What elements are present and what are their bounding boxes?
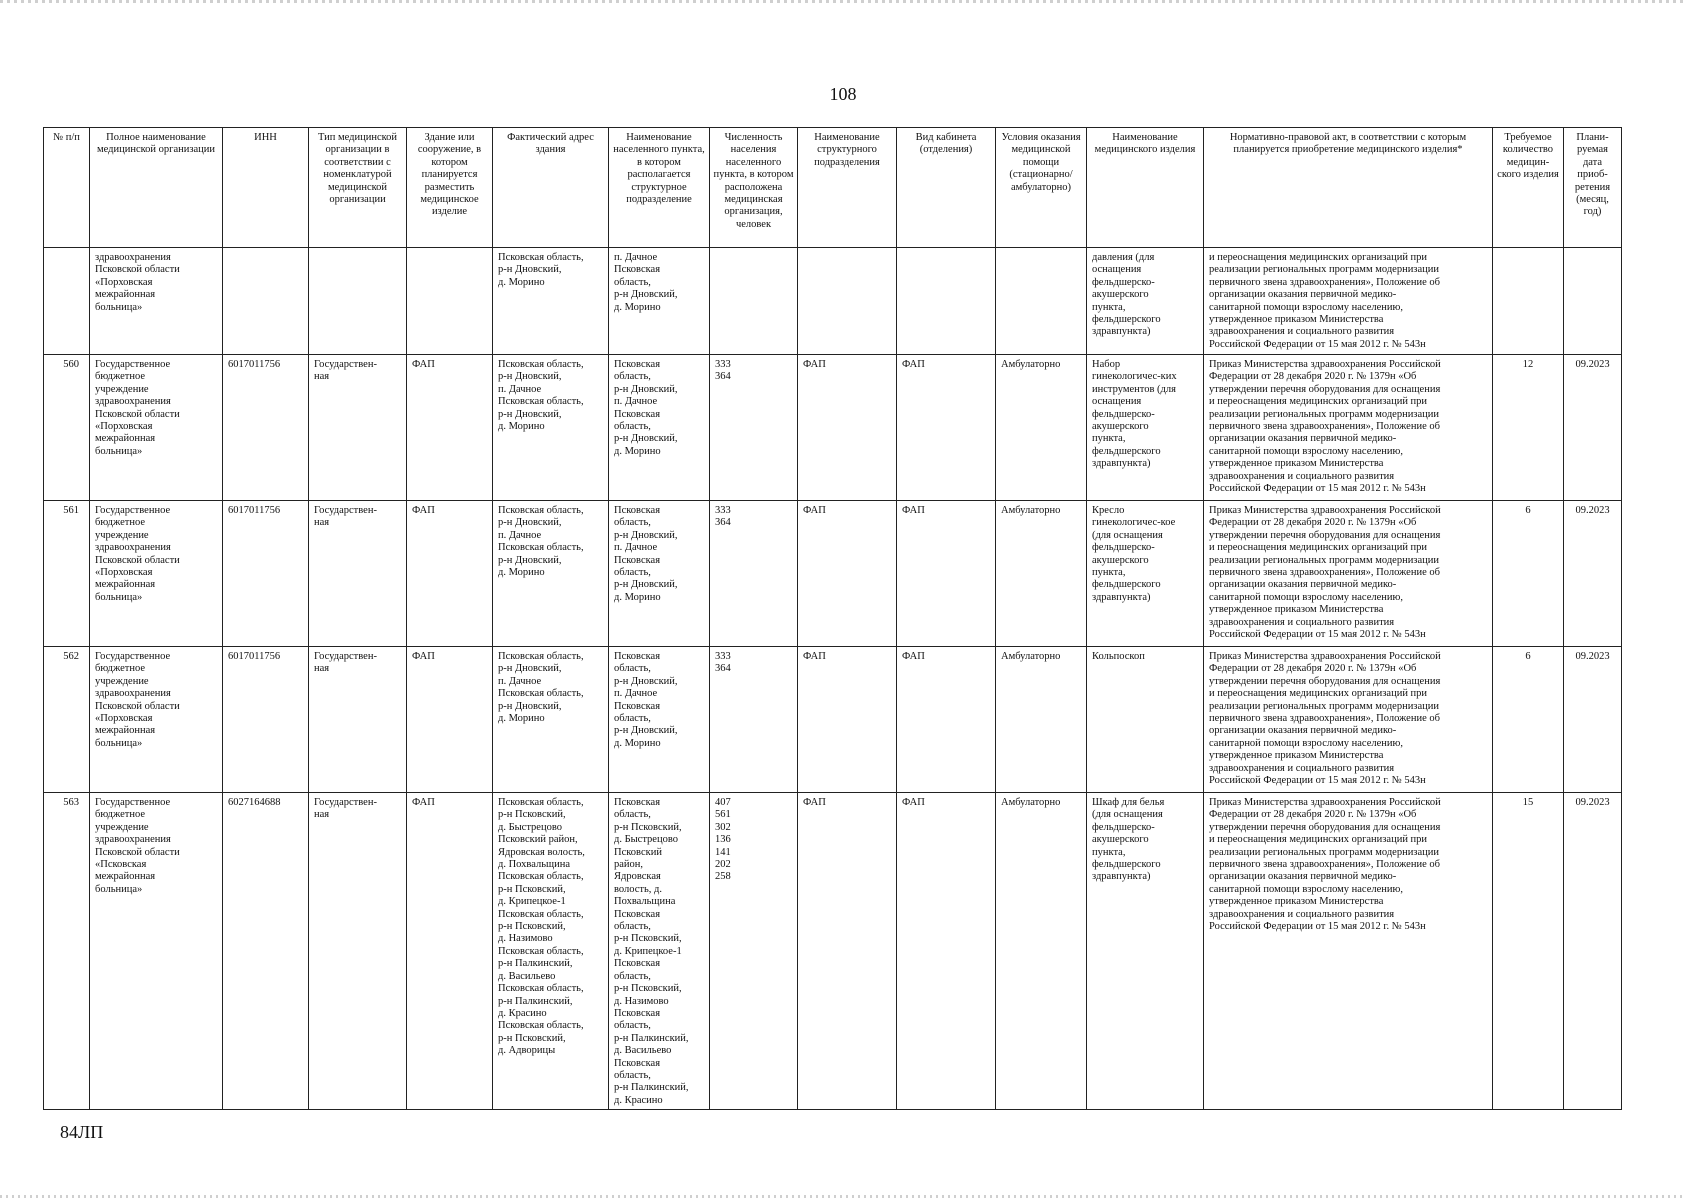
- cell-date: 09.2023: [1564, 355, 1622, 501]
- cell-unit: [798, 248, 897, 355]
- cell-address: Псковская область, р-н Дновский, п. Дачное Псковская область, р-н Дновский, д. Морино: [493, 501, 609, 647]
- col-header-population: Численность населения населенного пункта, в котором расположена медицинская организация, человек: [710, 128, 798, 248]
- cell-num: 563: [44, 793, 90, 1110]
- cell-building: ФАП: [407, 355, 493, 501]
- cell-conditions: [996, 248, 1087, 355]
- col-header-type: Тип медицинской организации в соответствии с номенклатурой медицинской организации: [309, 128, 407, 248]
- page-number: 108: [829, 84, 857, 104]
- cell-conditions: Амбулаторно: [996, 793, 1087, 1110]
- cell-quantity: 6: [1493, 501, 1564, 647]
- cell-org: Государственное бюджетное учреждение здравоохранения Псковской области «Порховская межрайонная больница»: [90, 501, 223, 647]
- header-row: [44, 128, 1622, 248]
- cell-act: Приказ Министерства здравоохранения Российской Федерации от 28 декабря 2020 г. № 1379н «Об утверждении перечня оборудования для оснащения и переоснащения медицинских организаций при реализации региональных программ модернизации первичного звена здравоохранения», Положение об организации оказания первичной медико- санитарной помощи взрослому населению, утвержденное приказом Министерства здравоохранения и социального развития Российской Федерации от 15 мая 2012 г. № 543н: [1204, 647, 1493, 793]
- col-header-num: № п/п: [44, 128, 90, 248]
- cell-population: 333 364: [710, 501, 798, 647]
- cell-inn: 6017011756: [223, 501, 309, 647]
- col-header-cabinet: Вид кабинета (отделения): [897, 128, 996, 248]
- footer-code: 84ЛП: [60, 1122, 104, 1142]
- cell-quantity: 15: [1493, 793, 1564, 1110]
- cell-conditions: Амбулаторно: [996, 355, 1087, 501]
- table-row: [44, 647, 1622, 793]
- cell-conditions: Амбулаторно: [996, 647, 1087, 793]
- cell-org: Государственное бюджетное учреждение здравоохранения Псковской области «Порховская межрайонная больница»: [90, 355, 223, 501]
- cell-quantity: 6: [1493, 647, 1564, 793]
- cell-num: [44, 248, 90, 355]
- cell-locality: Псковская область, р-н Дновский, п. Дачное Псковская область, р-н Дновский, д. Морино: [609, 501, 710, 647]
- cell-cabinet: ФАП: [897, 793, 996, 1110]
- equipment-table-wrapper: [43, 127, 1621, 1110]
- cell-address: Псковская область, р-н Псковский, д. Быстрецово Псковский район, Ядровская волость, д. Похвальщина Псковская область, р-н Псковский, д. Крипецкое-1 Псковская область, р-н Псковский, д. Назимово Псковская область, р-н Палкинский, д. Васильево Псковская область, р-н Палкинский, д. Красино Псковская область, р-н Псковский, д. Адворицы: [493, 793, 609, 1110]
- cell-cabinet: ФАП: [897, 501, 996, 647]
- cell-unit: ФАП: [798, 501, 897, 647]
- cell-locality: Псковская область, р-н Дновский, п. Дачное Псковская область, р-н Дновский, д. Морино: [609, 355, 710, 501]
- cell-inn: 6017011756: [223, 355, 309, 501]
- table-row: [44, 355, 1622, 501]
- cell-device: Шкаф для белья (для оснащения фельдшерско- акушерского пункта, фельдшерского здравпункта): [1087, 793, 1204, 1110]
- col-header-device: Наименование медицинского изделия: [1087, 128, 1204, 248]
- cell-population: [710, 248, 798, 355]
- col-header-conditions: Условия оказания медицинской помощи (стационарно/ амбулаторно): [996, 128, 1087, 248]
- cell-num: 562: [44, 647, 90, 793]
- cell-type: Государствен- ная: [309, 647, 407, 793]
- cell-inn: 6017011756: [223, 647, 309, 793]
- table-row: [44, 793, 1622, 1110]
- col-header-address: Фактический адрес здания: [493, 128, 609, 248]
- cell-device: Кольпоскоп: [1087, 647, 1204, 793]
- cell-cabinet: ФАП: [897, 647, 996, 793]
- equipment-table: [43, 127, 1622, 1110]
- cell-act: Приказ Министерства здравоохранения Российской Федерации от 28 декабря 2020 г. № 1379н «Об утверждении перечня оборудования для оснащения и переоснащения медицинских организаций при реализации региональных программ модернизации первичного звена здравоохранения», Положение об организации оказания первичной медико- санитарной помощи взрослому населению, утвержденное приказом Министерства здравоохранения и социального развития Российской Федерации от 15 мая 2012 г. № 543н: [1204, 793, 1493, 1110]
- cell-building: ФАП: [407, 501, 493, 647]
- cell-inn: 6027164688: [223, 793, 309, 1110]
- cell-act: Приказ Министерства здравоохранения Российской Федерации от 28 декабря 2020 г. № 1379н «Об утверждении перечня оборудования для оснащения и переоснащения медицинских организаций при реализации региональных программ модернизации первичного звена здравоохранения», Положение об организации оказания первичной медико- санитарной помощи взрослому населению, утвержденное приказом Министерства здравоохранения и социального развития Российской Федерации от 15 мая 2012 г. № 543н: [1204, 355, 1493, 501]
- cell-population: 333 364: [710, 355, 798, 501]
- cell-conditions: Амбулаторно: [996, 501, 1087, 647]
- cell-quantity: 12: [1493, 355, 1564, 501]
- col-header-unit: Наименование структурного подразделения: [798, 128, 897, 248]
- table-row: [44, 501, 1622, 647]
- cell-type: [309, 248, 407, 355]
- cell-act: и переоснащения медицинских организаций при реализации региональных программ модернизации первичного звена здравоохранения», Положение об организации оказания первичной медико- санитарной помощи взрослому населению, утвержденное приказом Министерства здравоохранения и социального развития Российской Федерации от 15 мая 2012 г. № 543н: [1204, 248, 1493, 355]
- cell-num: 561: [44, 501, 90, 647]
- cell-address: Псковская область, р-н Дновский, п. Дачное Псковская область, р-н Дновский, д. Морино: [493, 355, 609, 501]
- cell-date: 09.2023: [1564, 793, 1622, 1110]
- col-header-locality: Наименование населенного пункта, в котором располагается структурное подразделение: [609, 128, 710, 248]
- cell-cabinet: ФАП: [897, 355, 996, 501]
- cell-date: 09.2023: [1564, 501, 1622, 647]
- cell-device: Кресло гинекологичес-кое (для оснащения фельдшерско- акушерского пункта, фельдшерского здравпункта): [1087, 501, 1204, 647]
- col-header-org: Полное наименование медицинской организации: [90, 128, 223, 248]
- cell-device: давления (для оснащения фельдшерско- акушерского пункта, фельдшерского здравпункта): [1087, 248, 1204, 355]
- cell-type: Государствен- ная: [309, 793, 407, 1110]
- cell-locality: п. Дачное Псковская область, р-н Дновский, д. Морино: [609, 248, 710, 355]
- cell-address: Псковская область, р-н Дновский, д. Морино: [493, 248, 609, 355]
- col-header-building: Здание или сооружение, в котором планируется разместить медицинское изделие: [407, 128, 493, 248]
- cell-cabinet: [897, 248, 996, 355]
- cell-org: здравоохранения Псковской области «Порховская межрайонная больница»: [90, 248, 223, 355]
- cell-date: [1564, 248, 1622, 355]
- cell-building: [407, 248, 493, 355]
- cell-unit: ФАП: [798, 793, 897, 1110]
- cell-building: ФАП: [407, 647, 493, 793]
- cell-unit: ФАП: [798, 355, 897, 501]
- col-header-inn: ИНН: [223, 128, 309, 248]
- cell-act: Приказ Министерства здравоохранения Российской Федерации от 28 декабря 2020 г. № 1379н «Об утверждении перечня оборудования для оснащения и переоснащения медицинских организаций при реализации региональных программ модернизации первичного звена здравоохранения», Положение об организации оказания первичной медико- санитарной помощи взрослому населению, утвержденное приказом Министерства здравоохранения и социального развития Российской Федерации от 15 мая 2012 г. № 543н: [1204, 501, 1493, 647]
- cell-num: 560: [44, 355, 90, 501]
- cell-building: ФАП: [407, 793, 493, 1110]
- col-header-date: Плани-руемая дата приоб-ретения (месяц, год): [1564, 128, 1622, 248]
- cell-org: Государственное бюджетное учреждение здравоохранения Псковской области «Порховская межрайонная больница»: [90, 647, 223, 793]
- cell-type: Государствен- ная: [309, 501, 407, 647]
- col-header-quantity: Требуемое количество медицин-ского изделия: [1493, 128, 1564, 248]
- col-header-act: Нормативно-правовой акт, в соответствии с которым планируется приобретение медицинского изделия*: [1204, 128, 1493, 248]
- scan-edge-bottom: [0, 1195, 1686, 1198]
- cell-org: Государственное бюджетное учреждение здравоохранения Псковской области «Псковская межрайонная больница»: [90, 793, 223, 1110]
- cell-locality: Псковская область, р-н Дновский, п. Дачное Псковская область, р-н Дновский, д. Морино: [609, 647, 710, 793]
- cell-inn: [223, 248, 309, 355]
- scan-edge-top: [0, 0, 1686, 3]
- cell-unit: ФАП: [798, 647, 897, 793]
- cell-type: Государствен- ная: [309, 355, 407, 501]
- cell-locality: Псковская область, р-н Псковский, д. Быстрецово Псковский район, Ядровская волость, д. Похвальщина Псковская область, р-н Псковский, д. Крипецкое-1 Псковская область, р-н Псковский, д. Назимово Псковская область, р-н Палкинский, д. Васильево Псковская область, р-н Палкинский, д. Красино: [609, 793, 710, 1110]
- cell-quantity: [1493, 248, 1564, 355]
- cell-population: 407 561 302 136 141 202 258: [710, 793, 798, 1110]
- cell-address: Псковская область, р-н Дновский, п. Дачное Псковская область, р-н Дновский, д. Морино: [493, 647, 609, 793]
- cell-device: Набор гинекологичес-ких инструментов (для оснащения фельдшерско- акушерского пункта, фельдшерского здравпункта): [1087, 355, 1204, 501]
- cell-date: 09.2023: [1564, 647, 1622, 793]
- continuation-row: [44, 248, 1622, 355]
- cell-population: 333 364: [710, 647, 798, 793]
